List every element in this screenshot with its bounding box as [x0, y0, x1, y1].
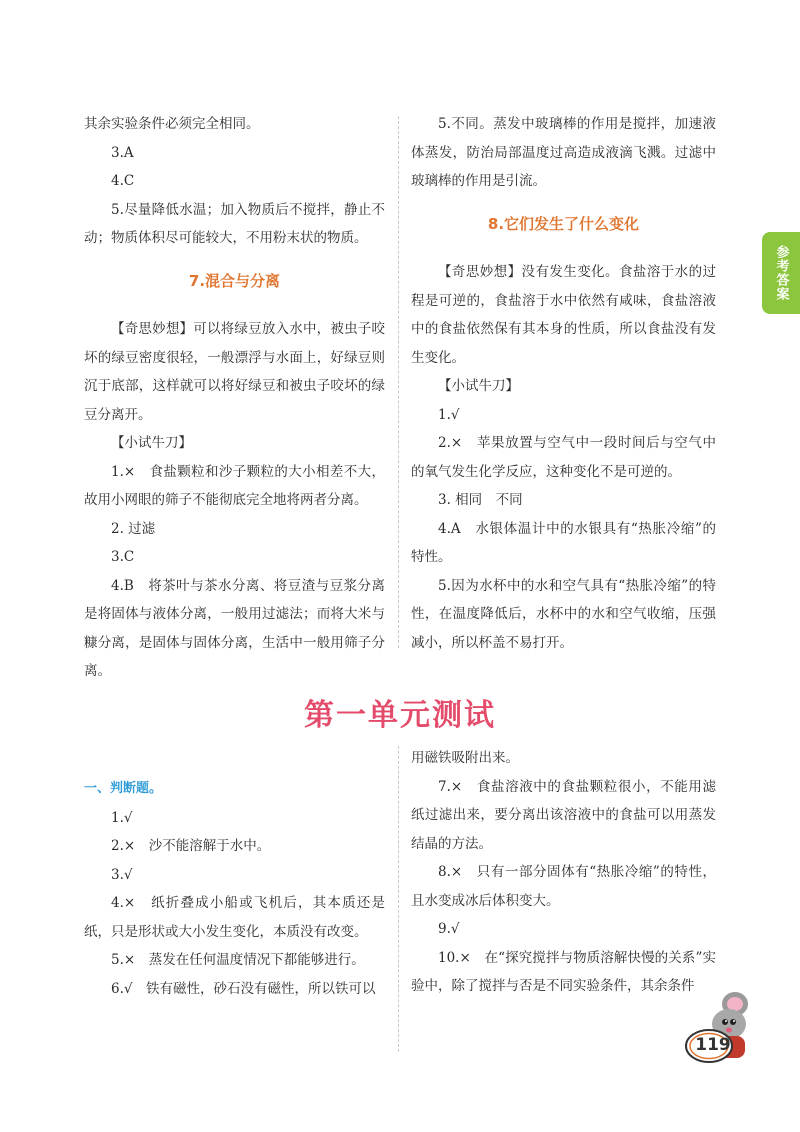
answer-line: 5.因为水杯中的水和空气具有“热胀冷缩”的特性，在温度降低后，水杯中的水和空气收缩，压强减小，所以杯盖不易打开。 [411, 577, 716, 651]
answer-line: 2.× 苹果放置与空气中一段时间后与空气中的氧气发生化学反应，这种变化不是可逆的。 [411, 435, 716, 480]
page-number: 119 [695, 1035, 731, 1055]
answer-line: 2.× 沙不能溶解于水中。 [111, 838, 271, 854]
answer-line: 4.C [111, 173, 135, 189]
column-divider [398, 116, 399, 648]
answer-line: 10.× 在“探究搅拌与物质溶解快慢的关系”实验中，除了搅拌与否是不同实验条件，其余条件 [411, 949, 716, 994]
reference-answer-tab: 参考答案 [762, 232, 800, 314]
answer-line: 7.× 食盐溶液中的食盐颗粒很小，不能用滤纸过滤出来，要分离出该溶液中的食盐可以用蒸发结晶的方法。 [411, 778, 716, 852]
answer-line: 2. 过滤 [111, 520, 156, 537]
answer-line: 9.√ [438, 921, 460, 937]
answer-line: 4.× 纸折叠成小船或飞机后，其本质还是纸，只是形状或大小发生变化，本质没有改变。 [84, 895, 385, 940]
answer-line: 5.不同。蒸发中玻璃棒的作用是搅拌，加速液体蒸发，防治局部温度过高造成液滴飞溅。过滤中玻璃棒的作用是引流。 [411, 116, 716, 189]
answer-line: 3.√ [111, 866, 133, 883]
answer-line: 【小试牛刀】 [438, 378, 519, 394]
answer-line: 3. 相同 不同 [438, 492, 523, 508]
answer-line: 4.B 将茶叶与茶水分离、将豆渣与豆浆分离是将固体与液体分离，一般用过滤法；而将大米与糠分离，是固体与固体分离，生活中一般用筛子分离。 [84, 577, 385, 679]
answer-line: 【奇思妙想】可以将绿豆放入水中，被虫子咬坏的绿豆密度很轻，一般漂浮与水面上，好绿豆则沉于底部，这样就可以将好绿豆和被虫子咬坏的绿豆分离开。 [84, 321, 385, 423]
right-column-top [411, 110, 716, 657]
answer-line: 5.× 蒸发在任何温度情况下都能够进行。 [111, 952, 365, 968]
answer-line: 1.√ [111, 809, 133, 826]
column-divider [398, 746, 399, 1052]
answer-line: 1.× 食盐颗粒和沙子颗粒的大小相差不大，故用小网眼的筛子不能彻底完全地将两者分离。 [84, 463, 385, 508]
answer-line: 其余实验条件必须完全相同。 [84, 116, 260, 132]
section-title-8: 8.它们发生了什么变化 [487, 214, 640, 233]
answer-line: 5.尽量降低水温；加入物质后不搅拌，静止不动；物质体积尽可能较大，不用粉末状的物质。 [84, 201, 385, 246]
answer-line: 【小试牛刀】 [111, 435, 192, 451]
answer-line: 8.× 只有一部分固体有“热胀冷缩”的特性，且水变成冰后体积变大。 [411, 864, 716, 909]
right-column-bottom [411, 744, 716, 1001]
unit-test-title: 第一单元测试 [304, 698, 496, 733]
question-heading: 一、判断题。 [84, 781, 163, 796]
answer-line: 3.C [111, 549, 135, 565]
left-column-top [84, 110, 385, 686]
answer-line: 1.√ [438, 406, 460, 423]
section-title-7: 7.混合与分离 [188, 271, 281, 290]
answer-line: 3.A [111, 144, 134, 161]
answer-line: 用磁铁吸附出来。 [411, 750, 519, 766]
left-column-bottom [84, 775, 385, 1003]
answer-line: 6.√ 铁有磁性，砂石没有磁性，所以铁可以 [111, 980, 376, 997]
answer-line: 4.A 水银体温计中的水银具有“热胀冷缩”的特性。 [411, 520, 716, 565]
answer-line: 【奇思妙想】没有发生变化。食盐溶于水的过程是可逆的，食盐溶于水中依然有咸味，食盐溶液中的食盐依然保有其本身的性质，所以食盐没有发生变化。 [411, 264, 716, 366]
